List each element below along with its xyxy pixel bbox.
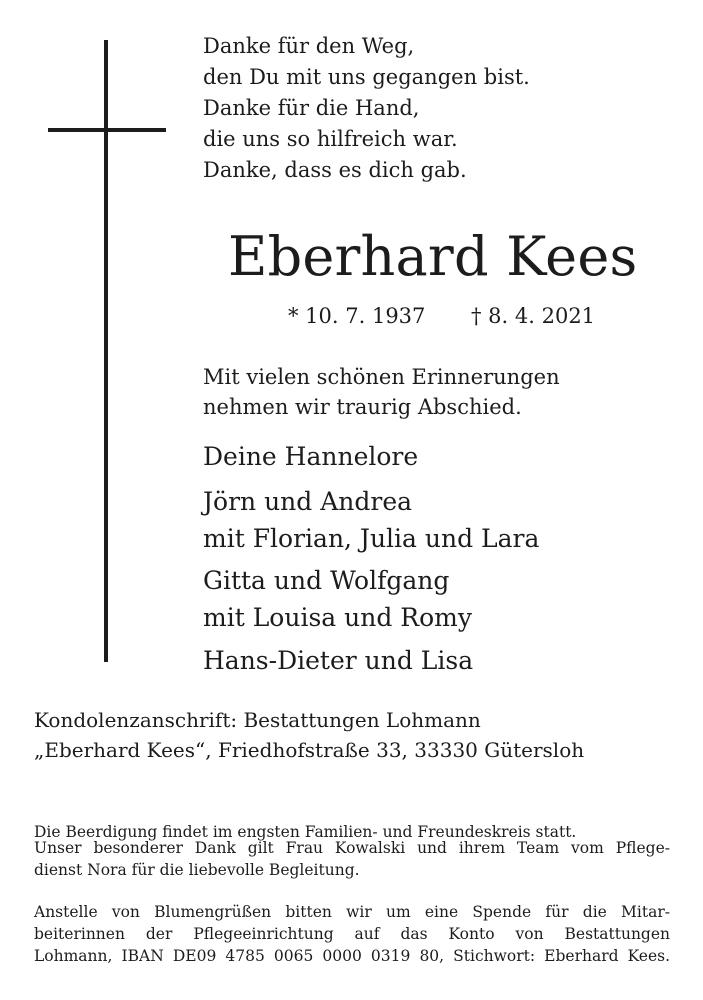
deceased-name: Eberhard Kees (228, 225, 638, 288)
farewell-intro (203, 362, 560, 422)
funeral-note-text: Die Beerdigung findet im engsten Familien- und Freundeskreis statt. (34, 823, 577, 841)
thanks-line: dienst Nora für die liebevolle Begleitung. (34, 861, 360, 879)
address-line: Kondolenzanschrift: Bestattungen Lohmann (34, 708, 481, 732)
address-line: „Eberhard Kees“, Friedhofstraße 33, 33330 Gütersloh (34, 738, 585, 762)
family-group (203, 642, 473, 679)
condolence-address (34, 705, 584, 765)
poem-line: die uns so hilfreich war. (203, 127, 458, 151)
poem (203, 31, 530, 186)
poem-line: Danke für die Hand, (203, 96, 420, 120)
family-group (203, 438, 418, 475)
donation-line: Lohmann, IBAN DE09 4785 0065 0000 0319 80, Stichwort: Eberhard Kees. (34, 947, 670, 965)
birth-date: * 10. 7. 1937 (288, 304, 426, 328)
donation-line: Anstelle von Blumengrüßen bitten wir um eine Spende für die Mitar- (34, 903, 670, 921)
family-group (203, 483, 539, 557)
intro-line: nehmen wir traurig Abschied. (203, 395, 522, 419)
death-date: † 8. 4. 2021 (471, 304, 596, 328)
poem-line: Danke für den Weg, (203, 34, 415, 58)
intro-line: Mit vielen schönen Erinnerungen (203, 365, 560, 389)
poem-line: Danke, dass es dich gab. (203, 158, 467, 182)
family-line: mit Florian, Julia und Lara (203, 524, 540, 553)
thanks-note (34, 837, 670, 881)
donation-line: beiterinnen der Pflegeeinrichtung auf das Konto von Bestattungen (34, 925, 670, 943)
cross-vertical-bar (104, 40, 108, 662)
cross-horizontal-bar (48, 128, 166, 132)
family-group (203, 562, 472, 636)
family-line: mit Louisa und Romy (203, 603, 472, 632)
family-line: Jörn und Andrea (203, 487, 413, 516)
poem-line: den Du mit uns gegangen bist. (203, 65, 530, 89)
donation-note (34, 901, 670, 967)
thanks-line: Unser besonderer Dank gilt Frau Kowalski und ihrem Team vom Pflege- (34, 839, 670, 857)
family-line: Deine Hannelore (203, 442, 419, 471)
family-line: Hans-Dieter und Lisa (203, 646, 474, 675)
family-line: Gitta und Wolfgang (203, 566, 450, 595)
